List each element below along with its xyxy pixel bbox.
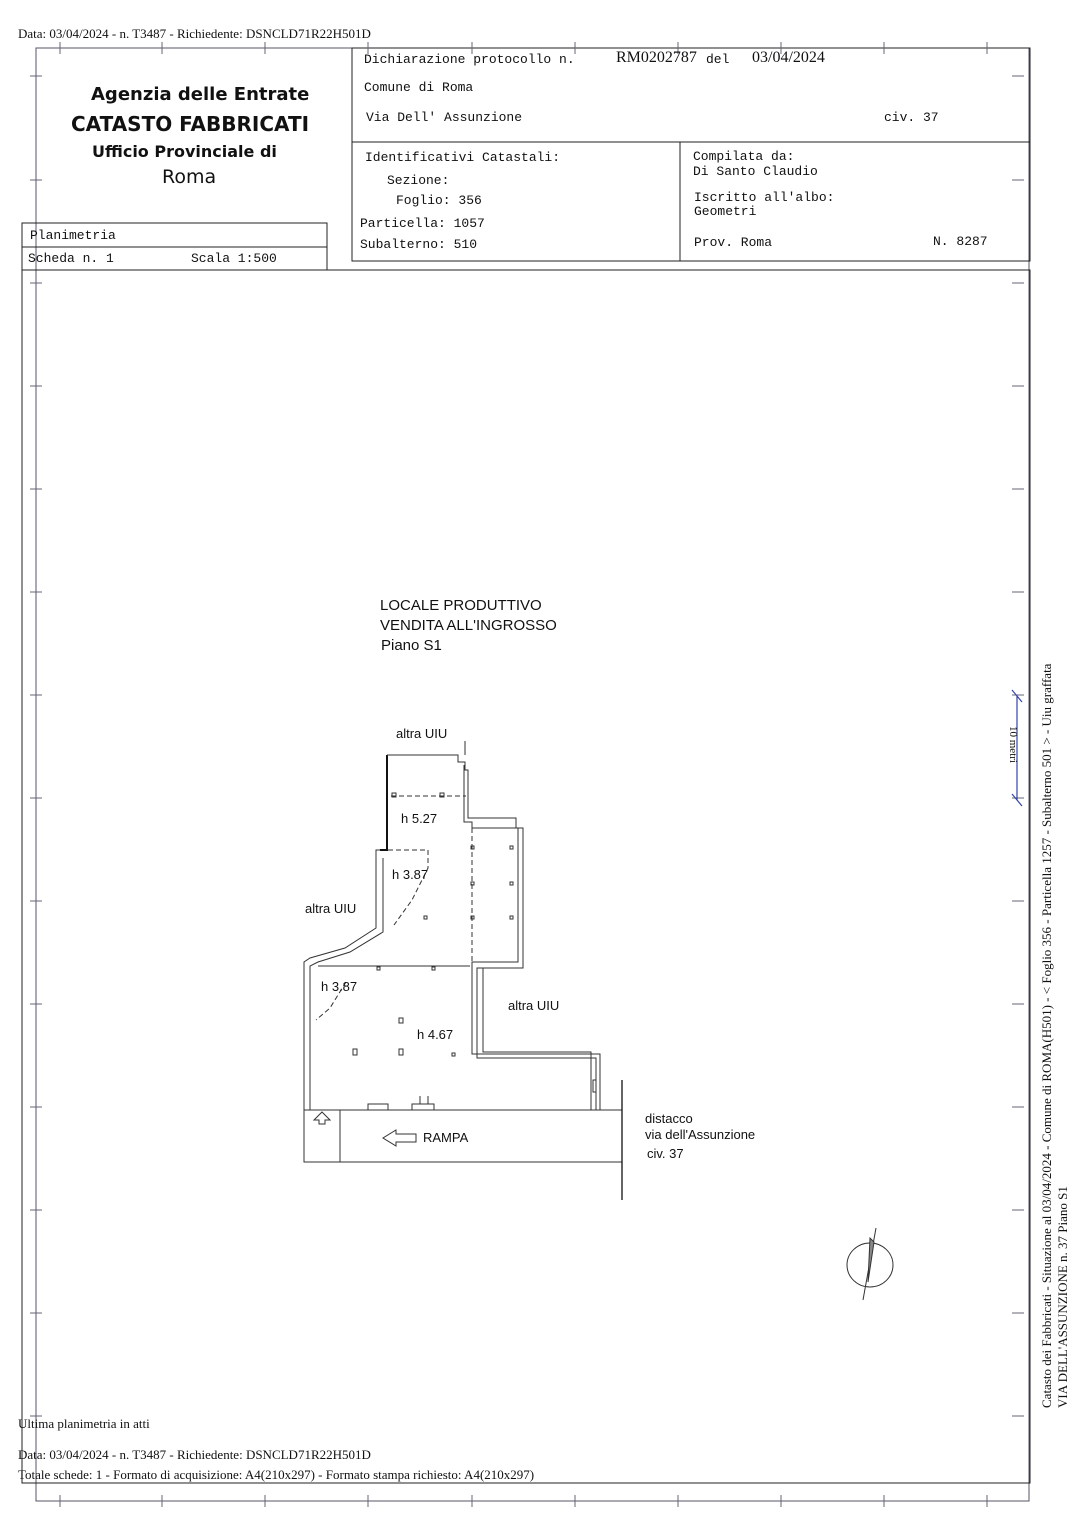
plan-title-line2: VENDITA ALL'INGROSSO — [380, 617, 557, 634]
sezione-label: Sezione: — [387, 173, 450, 188]
frame-ticks — [30, 42, 1024, 1507]
distacco-civ: civ. 37 — [647, 1146, 684, 1161]
altra-uiu-left: altra UIU — [305, 901, 357, 916]
drawing-frame — [22, 270, 1030, 1483]
footer-ultima: Ultima planimetria in atti — [18, 1416, 150, 1431]
protocol-del: del — [706, 52, 730, 67]
iscritto-label: Iscritto all'albo: — [694, 190, 835, 205]
prov-label: Prov. Roma — [694, 235, 773, 250]
compilata-label: Compilata da: — [693, 149, 795, 164]
plan-title-line3: Piano S1 — [381, 637, 442, 654]
footer-totale: Totale schede: 1 - Formato di acquisizione: A4(210x297) - Formato stampa richiesto: A4(210x297) — [18, 1467, 535, 1482]
subalterno-label: Subalterno: 510 — [360, 237, 478, 252]
north-arrow — [847, 1228, 893, 1300]
particella-label: Particella: 1057 — [360, 216, 485, 231]
distacco-label: distacco — [645, 1111, 693, 1126]
foglio-label: Foglio: 356 — [396, 193, 482, 208]
protocol-number: RM0202787 — [616, 49, 697, 66]
via-label: Via Dell' Assunzione — [366, 110, 523, 125]
top-request-line: Data: 03/04/2024 - n. T3487 - Richiedente: DSNCLD71R22H501D — [18, 26, 371, 41]
albo-label: Geometri — [694, 204, 757, 219]
altra-uiu-right: altra UIU — [508, 998, 560, 1013]
outer-frame — [36, 48, 1029, 1501]
catasto-title: CATASTO FABBRICATI — [71, 112, 310, 136]
scala-label: Scala 1:500 — [191, 251, 277, 266]
office-city: Roma — [162, 166, 217, 188]
numero-label: N. 8287 — [933, 234, 988, 249]
height-label-1: h 5.27 — [401, 811, 438, 826]
compilata-name: Di Santo Claudio — [693, 164, 818, 179]
height-label-2: h 3.87 — [392, 867, 429, 882]
side-text-address: VIA DELL'ASSUNZIONE n. 37 Piano S1 — [1055, 1186, 1070, 1408]
planimetria-label: Planimetria — [30, 228, 116, 243]
altra-uiu-top: altra UIU — [396, 726, 448, 741]
rampa-label: RAMPA — [423, 1130, 469, 1145]
civ-label: civ. 37 — [884, 110, 939, 125]
office-label: Ufficio Provinciale di — [92, 142, 277, 161]
protocol-date: 03/04/2024 — [752, 49, 825, 66]
height-label-3: h 3.87 — [321, 979, 358, 994]
scale-bar-label: 10 metri — [1007, 726, 1019, 763]
plan-title-line1: LOCALE PRODUTTIVO — [380, 597, 542, 614]
agency-name: Agenzia delle Entrate — [91, 84, 310, 105]
identificativi-title: Identificativi Catastali: — [365, 150, 561, 165]
comune-label: Comune di Roma — [364, 80, 474, 95]
side-text-catasto: Catasto dei Fabbricati - Situazione al 03/04/2024 - Comune di ROMA(H501) - < Foglio 356 - Particella 1257 - Subalterno 501 > - Uiu graffata — [1039, 663, 1054, 1408]
protocol-label: Dichiarazione protocollo n. — [364, 52, 575, 67]
distacco-via: via dell'Assunzione — [645, 1127, 756, 1142]
height-label-4: h 4.67 — [417, 1027, 454, 1042]
scheda-label: Scheda n. 1 — [28, 251, 114, 266]
footer-data: Data: 03/04/2024 - n. T3487 - Richiedente: DSNCLD71R22H501D — [18, 1447, 371, 1462]
